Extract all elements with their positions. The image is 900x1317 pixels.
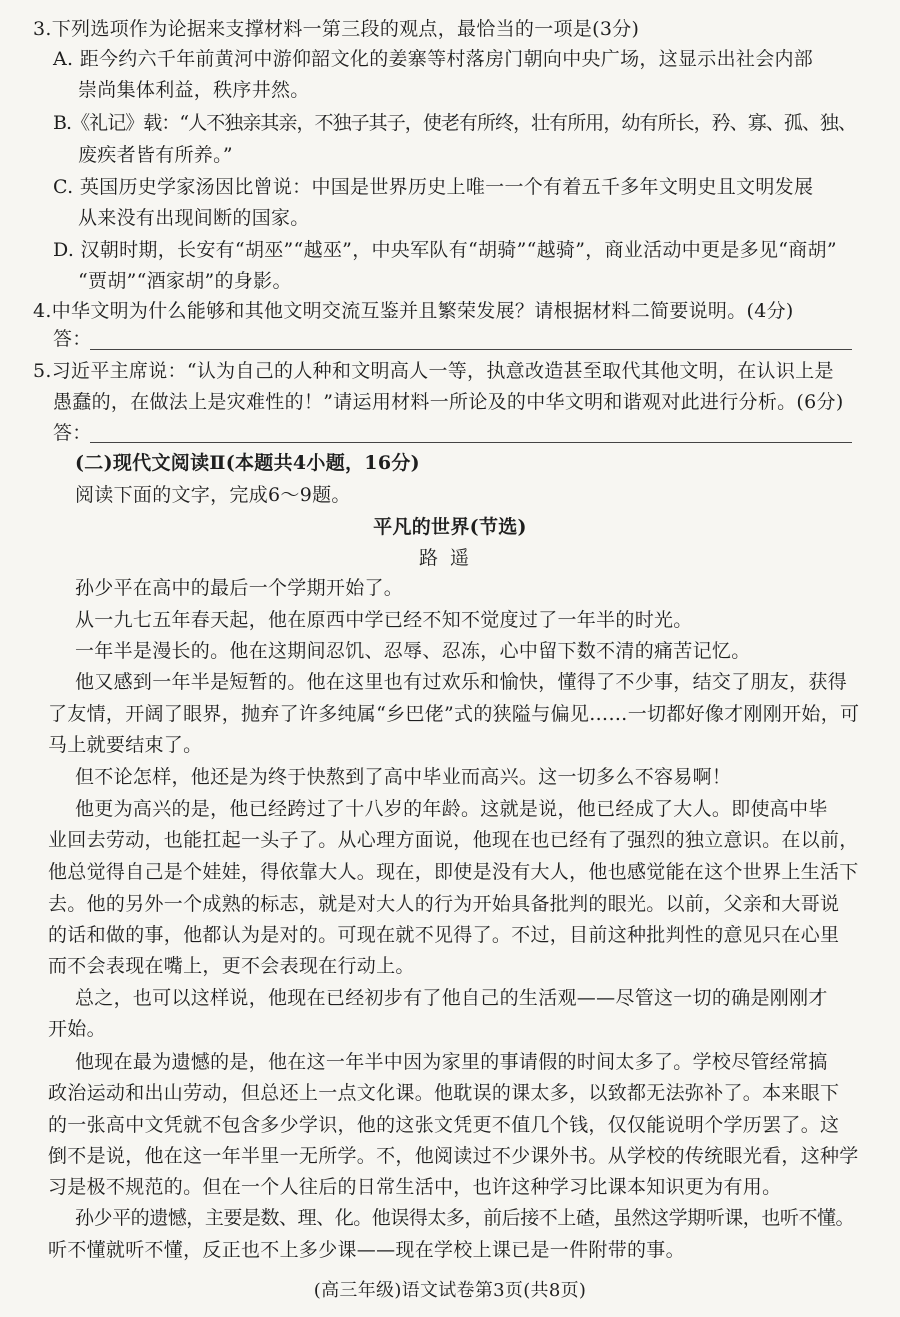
passage-line: 但不论怎样，他还是为终于快熬到了高中毕业而高兴。这一切多么不容易啊！ [75, 766, 732, 788]
question-4-stem: 4.中华文明为什么能够和其他文明交流互鉴并且繁荣发展？请根据材料二简要说明。(4分) [33, 300, 794, 322]
passage-line: 开始。 [48, 1018, 106, 1040]
question-3-option-b: B.《礼记》载：“人不独亲其亲，不独子其子，使老有所终，壮有所用，幼有所长，矜、寡、孤、独、 [53, 112, 857, 134]
question-5-answer-label: 答： [53, 422, 92, 444]
passage-line: 总之，也可以这样说，他现在已经初步有了他自己的生活观——尽管这一切的确是刚刚才 [75, 987, 828, 1009]
question-3-option-c: C. 英国历史学家汤因比曾说：中国是世界历史上唯一一个有着五千多年文明史且文明发展 [53, 176, 814, 198]
passage-line: 听不懂就听不懂，反正也不上多少课——现在学校上课已是一件附带的事。 [48, 1239, 685, 1261]
passage-line: 业回去劳动，也能扛起一头子了。从心理方面说，他现在也已经有了强烈的独立意识。在以前， [48, 829, 859, 851]
passage-line: 的话和做的事，他都认为是对的。可现在就不见得了。不过，目前这种批判性的意见只在心里 [48, 924, 840, 946]
passage-line: 他又感到一年半是短暂的。他在这里也有过欢乐和愉快，懂得了不少事，结交了朋友，获得 [75, 671, 848, 693]
section-heading: (二)现代文阅读Ⅱ(本题共4小题，16分) [75, 452, 420, 474]
passage-line: 他更为高兴的是，他已经跨过了十八岁的年龄。这就是说，他已经成了大人。即使高中毕 [75, 798, 828, 820]
passage-line: 他总觉得自己是个娃娃，得依靠大人。现在，即使是没有大人，他也感觉能在这个世界上生活下 [48, 861, 859, 883]
question-5-stem: 5.习近平主席说：“认为自己的人种和文明高人一等，执意改造甚至取代其他文明，在认识上是 [33, 360, 834, 382]
passage-title: 平凡的世界(节选) [373, 516, 527, 538]
question-3-option-a-cont: 崇尚集体利益，秩序井然。 [78, 79, 310, 101]
passage-author: 路遥 [418, 547, 481, 569]
passage-line: 一年半是漫长的。他在这期间忍饥、忍辱、忍冻，心中留下数不清的痛苦记忆。 [75, 640, 751, 662]
question-3-option-d: D. 汉朝时期，长安有“胡巫”“越巫”，中央军队有“胡骑”“越骑”，商业活动中更是多见“商胡” [53, 239, 837, 261]
passage-line: 了友情，开阔了眼界，抛弃了许多纯属“乡巴佬”式的狭隘与偏见……一切都好像才刚刚开始，可 [48, 703, 860, 725]
passage-line: 孙少平在高中的最后一个学期开始了。 [75, 577, 404, 599]
passage-line: 的一张高中文凭就不包含多少学识，他的这张文凭更不值几个钱，仅仅能说明个学历罢了。这 [48, 1114, 840, 1136]
question-3-stem: 3.下列选项作为论据来支撑材料一第三段的观点，最恰当的一项是(3分) [33, 18, 640, 40]
passage-line: 他现在最为遗憾的是，他在这一年半中因为家里的事请假的时间太多了。学校尽管经常搞 [75, 1051, 828, 1073]
passage-line: 而不会表现在嘴上，更不会表现在行动上。 [48, 955, 415, 977]
question-3-option-c-cont: 从来没有出现间断的国家。 [78, 207, 310, 229]
passage-line: 马上就要结束了。 [48, 734, 203, 756]
page-footer: (高三年级)语文试卷第3页(共8页) [313, 1280, 587, 1301]
question-4-answer-line [90, 349, 852, 350]
question-3-option-a: A. 距今约六千年前黄河中游仰韶文化的姜寨等村落房门朝向中央广场，这显示出社会内部 [53, 48, 814, 70]
question-5-stem-cont: 愚蠢的，在做法上是灾难性的！”请运用材料一所论及的中华文明和谐观对此进行分析。(6分) [53, 391, 844, 413]
question-5-answer-line [90, 442, 852, 443]
question-3-option-b-cont: 废疾者皆有所养。” [78, 144, 233, 166]
passage-line: 去。他的另外一个成熟的标志，就是对大人的行为开始具备批判的眼光。以前，父亲和大哥说 [48, 893, 840, 915]
section-instruction: 阅读下面的文字，完成6～9题。 [75, 484, 351, 506]
passage-line: 政治运动和出山劳动，但总还上一点文化课。他耽误的课太多，以致都无法弥补了。本来眼下 [48, 1082, 840, 1104]
passage-line: 孙少平的遗憾，主要是数、理、化。他误得太多，前后接不上碴，虽然这学期听课，也听不懂。 [75, 1207, 855, 1229]
passage-line: 从一九七五年春天起，他在原西中学已经不知不觉度过了一年半的时光。 [75, 609, 693, 631]
passage-line: 倒不是说，他在这一年半里一无所学。不，他阅读过不少课外书。从学校的传统眼光看，这种学 [48, 1145, 859, 1167]
question-4-answer-label: 答： [53, 328, 92, 350]
passage-line: 习是极不规范的。但在一个人往后的日常生活中，也许这种学习比课本知识更为有用。 [48, 1176, 782, 1198]
question-3-option-d-cont: “贾胡”“酒家胡”的身影。 [78, 270, 292, 292]
